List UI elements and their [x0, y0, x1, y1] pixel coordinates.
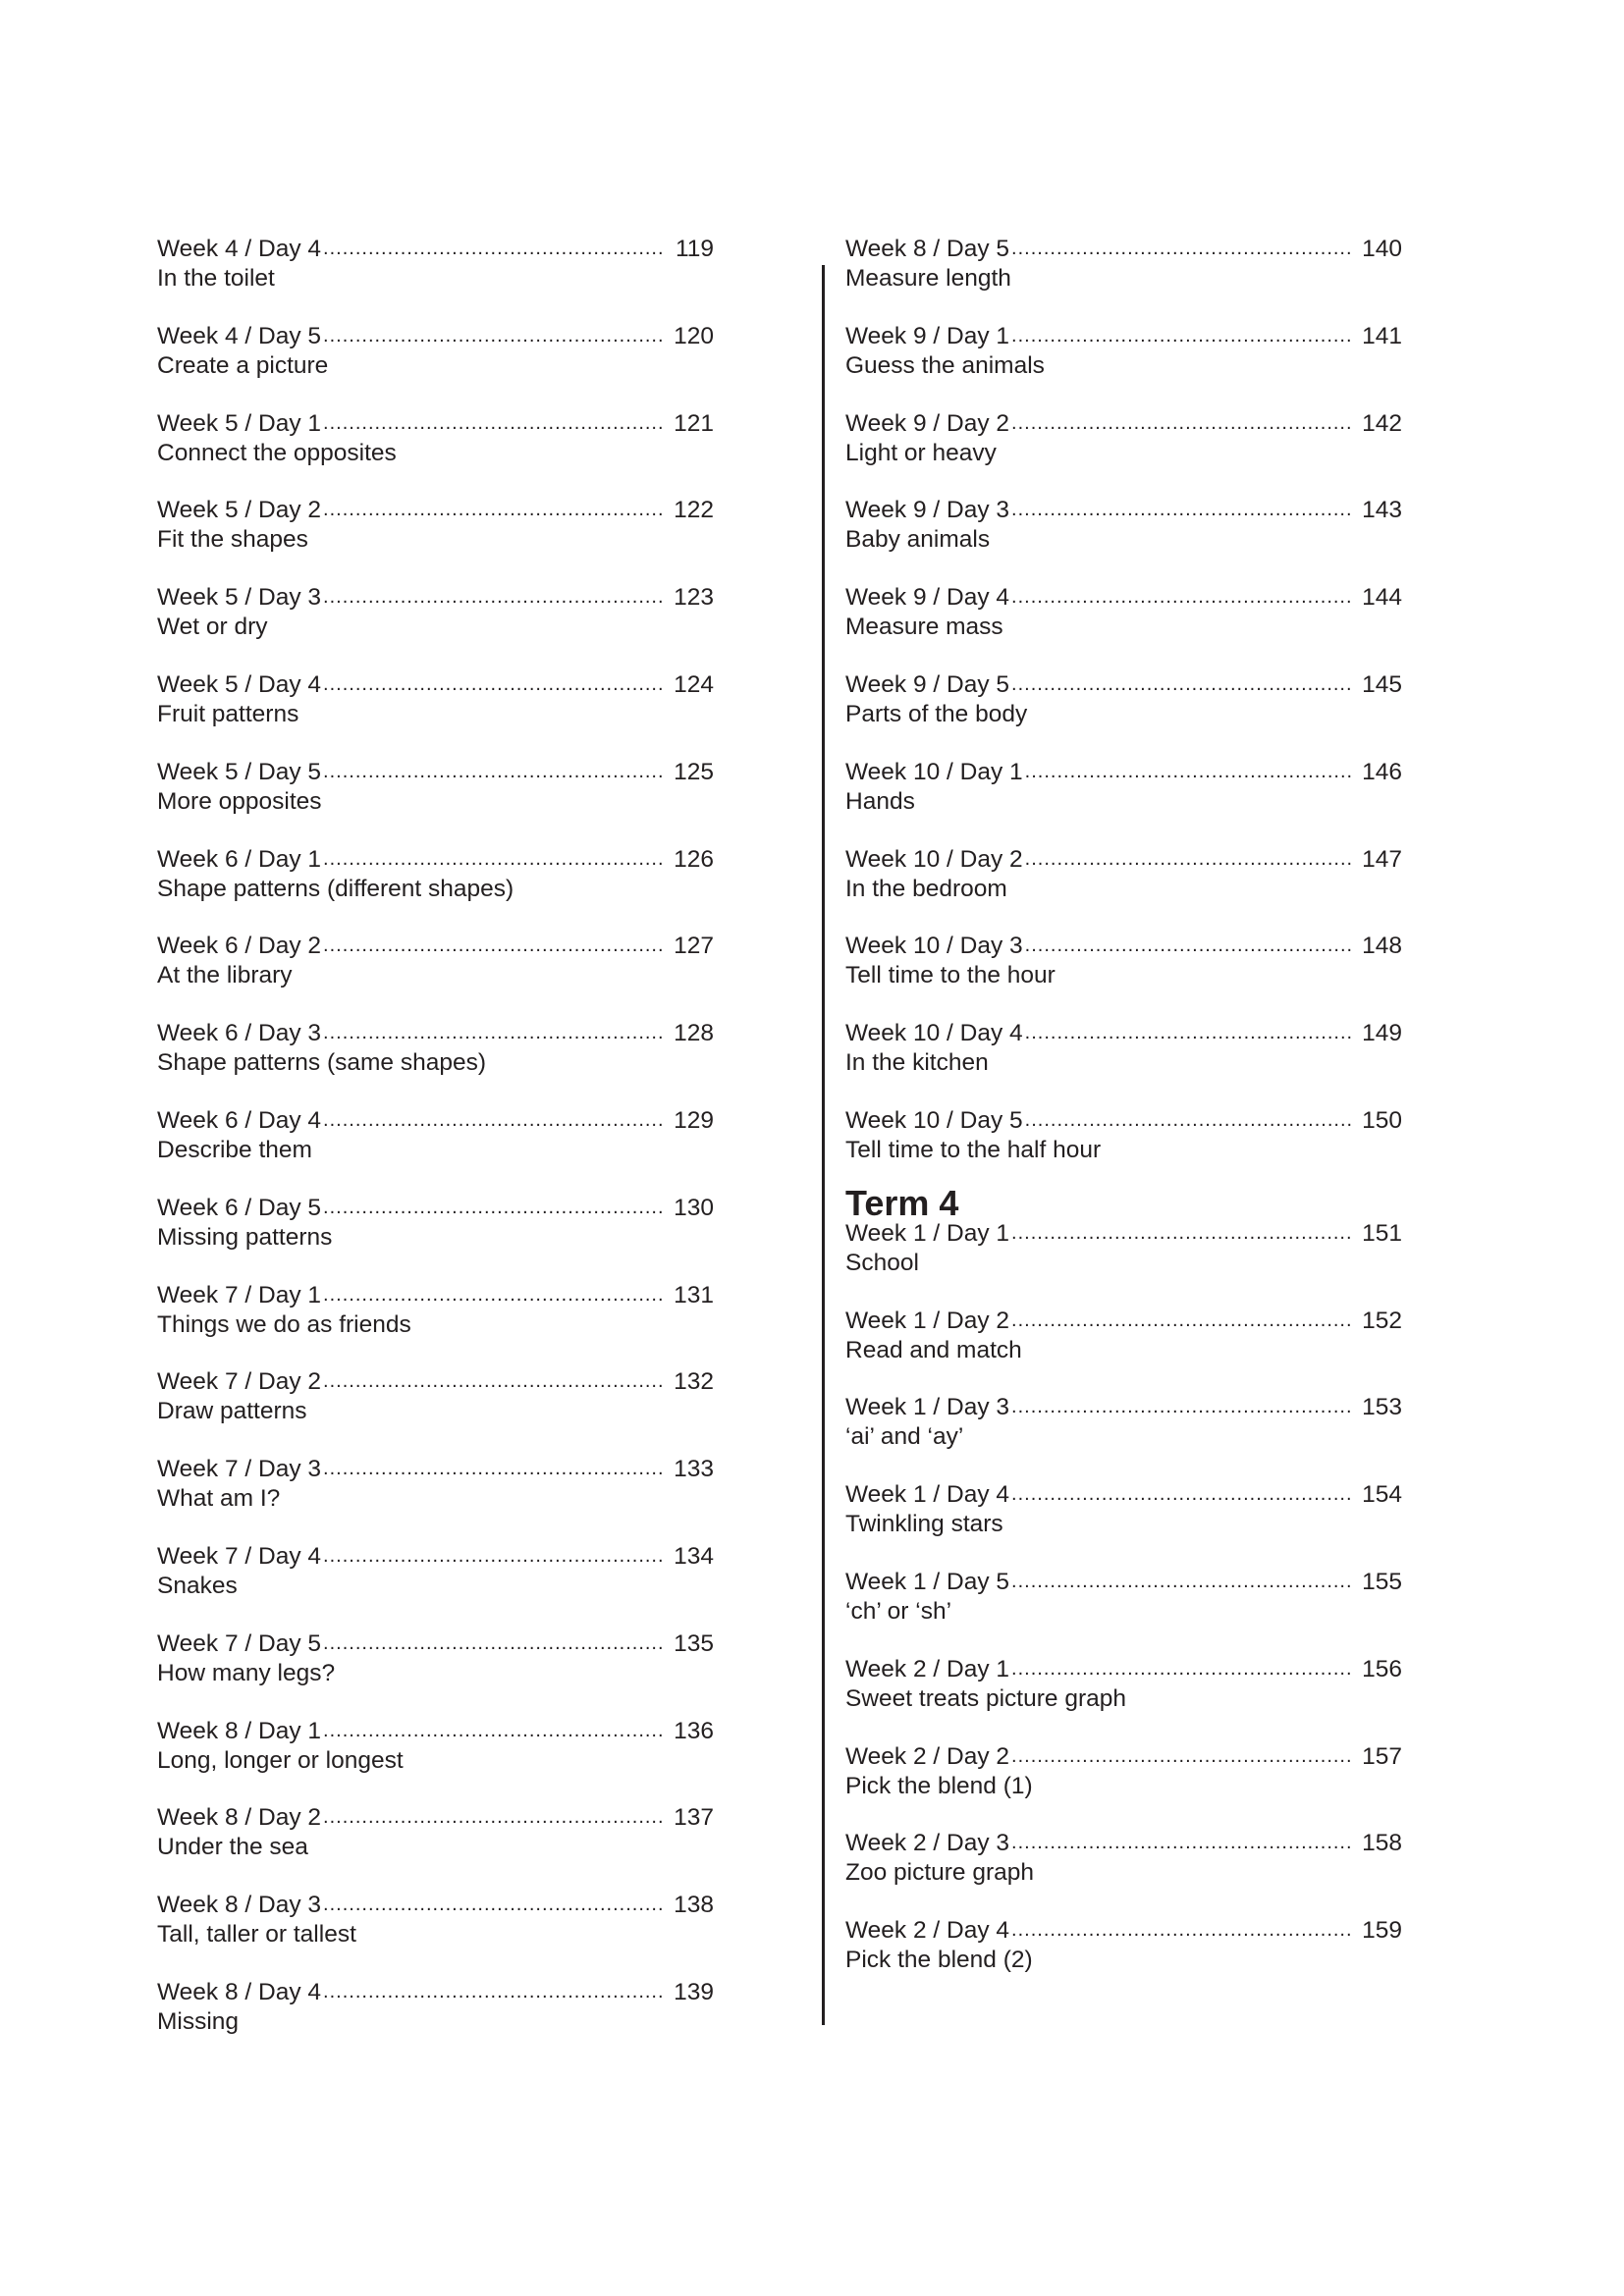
- toc-entry-line: [845, 844, 1402, 875]
- toc-page-number: 123: [674, 584, 714, 612]
- toc-entry-title: Pick the blend (2): [845, 1947, 1033, 1974]
- toc-entry-label: Week 6 / Day 3: [157, 1020, 322, 1047]
- toc-entry-line: [157, 1280, 714, 1310]
- toc-entry[interactable]: [845, 1306, 1402, 1393]
- toc-entry-title: Missing: [157, 2007, 240, 2035]
- toc-entry-line: [157, 844, 714, 875]
- toc-entry[interactable]: [845, 1654, 1402, 1741]
- toc-page-number: 138: [674, 1892, 714, 1919]
- toc-entry[interactable]: [157, 321, 714, 408]
- toc-entry-title: Measure length: [845, 265, 1011, 292]
- toc-page-number: 155: [1362, 1568, 1402, 1595]
- toc-entry[interactable]: [157, 234, 714, 321]
- toc-entry-label: Week 9 / Day 3: [845, 497, 1010, 524]
- toc-right-entries: [845, 234, 1402, 1193]
- toc-entry[interactable]: [845, 1567, 1402, 1654]
- toc-page-number: 126: [674, 845, 714, 873]
- toc-entry-title: How many legs?: [157, 1659, 336, 1686]
- dot-leader: [1025, 757, 1351, 787]
- dot-leader: [1011, 234, 1351, 264]
- toc-entry-label: Week 2 / Day 4: [845, 1917, 1010, 1945]
- toc-entry[interactable]: [157, 1629, 714, 1716]
- toc-entry-label: Week 7 / Day 4: [157, 1542, 322, 1570]
- toc-entry-line: [845, 1654, 1402, 1684]
- toc-entry-line: [845, 321, 1402, 351]
- toc-entry-label: Week 2 / Day 1: [845, 1655, 1010, 1682]
- toc-entry[interactable]: [157, 582, 714, 669]
- toc-entry-line: [157, 1716, 714, 1746]
- toc-entry-label: Week 1 / Day 5: [845, 1568, 1010, 1595]
- toc-entry[interactable]: [157, 757, 714, 844]
- toc-page-number: 154: [1362, 1481, 1402, 1509]
- toc-entry-line: [157, 1366, 714, 1397]
- toc-entry[interactable]: [845, 321, 1402, 408]
- toc-entry-title: Draw patterns: [157, 1398, 307, 1425]
- dot-leader: [323, 757, 663, 787]
- toc-entry-label: Week 10 / Day 5: [845, 1106, 1023, 1134]
- toc-page-number: 151: [1362, 1219, 1402, 1247]
- toc-entry-label: Week 4 / Day 5: [157, 322, 322, 349]
- toc-entry-line: [845, 408, 1402, 439]
- toc-page-number: 141: [1362, 322, 1402, 349]
- toc-entry[interactable]: [845, 1915, 1402, 2002]
- toc-entry-title: In the toilet: [157, 265, 275, 292]
- toc-entry[interactable]: [157, 495, 714, 582]
- toc-entry-title: Twinkling stars: [845, 1511, 1003, 1538]
- toc-entry[interactable]: [157, 1280, 714, 1367]
- toc-entry-title: Missing patterns: [157, 1223, 333, 1251]
- toc-page-number: 125: [674, 758, 714, 785]
- toc-entry-label: Week 10 / Day 3: [845, 933, 1023, 960]
- toc-page-number: 158: [1362, 1830, 1402, 1857]
- toc-entry-label: Week 1 / Day 1: [845, 1219, 1010, 1247]
- toc-entry[interactable]: [845, 1218, 1402, 1306]
- dot-leader: [1011, 669, 1351, 700]
- toc-page-number: 136: [674, 1717, 714, 1744]
- toc-entry-label: Week 8 / Day 2: [157, 1804, 322, 1832]
- toc-entry-line: [845, 1306, 1402, 1336]
- toc-entry-label: Week 6 / Day 5: [157, 1194, 322, 1221]
- toc-entry[interactable]: [157, 1366, 714, 1454]
- toc-entry-line: [845, 757, 1402, 787]
- toc-entry-label: Week 5 / Day 4: [157, 670, 322, 698]
- toc-entry-title: Sweet treats picture graph: [845, 1684, 1126, 1712]
- toc-entry-line: [845, 1741, 1402, 1772]
- toc-entry-line: [157, 1541, 714, 1572]
- dot-leader: [323, 669, 663, 700]
- toc-entry-title: Create a picture: [157, 351, 329, 379]
- toc-entry[interactable]: [157, 1018, 714, 1105]
- toc-entry-label: Week 9 / Day 5: [845, 670, 1010, 698]
- dot-leader: [323, 1018, 663, 1048]
- toc-entry-label: Week 2 / Day 2: [845, 1742, 1010, 1770]
- dot-leader: [323, 495, 663, 525]
- toc-entry-title: Tall, taller or tallest: [157, 1921, 356, 1949]
- toc-entry[interactable]: [845, 1105, 1402, 1193]
- toc-entry-title: ‘ai’ and ‘ay’: [845, 1423, 964, 1451]
- toc-entry-line: [157, 1105, 714, 1136]
- toc-page-number: 156: [1362, 1655, 1402, 1682]
- toc-entry[interactable]: [157, 1193, 714, 1280]
- toc-entry-label: Week 2 / Day 3: [845, 1830, 1010, 1857]
- dot-leader: [1011, 1306, 1351, 1336]
- dot-leader: [1011, 321, 1351, 351]
- dot-leader: [1011, 1567, 1351, 1597]
- toc-entry-line: [157, 1454, 714, 1484]
- toc-entry-line: [157, 1629, 714, 1659]
- toc-term-entries: [845, 1218, 1402, 2002]
- toc-entry-label: Week 10 / Day 2: [845, 845, 1023, 873]
- toc-entry-line: [157, 1018, 714, 1048]
- toc-page-number: 150: [1362, 1106, 1402, 1134]
- toc-entry[interactable]: [157, 844, 714, 932]
- toc-entry-title: Shape patterns (same shapes): [157, 1049, 487, 1077]
- toc-page-number: 149: [1362, 1020, 1402, 1047]
- toc-page-number: 129: [674, 1106, 714, 1134]
- toc-entry[interactable]: [157, 1977, 714, 2064]
- toc-page-number: 142: [1362, 409, 1402, 437]
- toc-entry[interactable]: [845, 1392, 1402, 1479]
- toc-entry-title: Hands: [845, 787, 915, 815]
- toc-entry[interactable]: [845, 669, 1402, 757]
- toc-entry-label: Week 6 / Day 2: [157, 933, 322, 960]
- toc-page-number: 147: [1362, 845, 1402, 873]
- toc-entry-label: Week 5 / Day 5: [157, 758, 322, 785]
- toc-entry-label: Week 7 / Day 1: [157, 1281, 322, 1308]
- toc-entry[interactable]: [157, 931, 714, 1018]
- toc-page-number: 132: [674, 1368, 714, 1396]
- toc-entry-title: Things we do as friends: [157, 1310, 411, 1338]
- toc-entry-line: [157, 582, 714, 613]
- toc-page-number: 134: [674, 1542, 714, 1570]
- toc-entry-label: Week 1 / Day 4: [845, 1481, 1010, 1509]
- toc-entry-title: Describe them: [157, 1136, 312, 1163]
- toc-page-number: 127: [674, 933, 714, 960]
- toc-entry-title: Guess the animals: [845, 351, 1045, 379]
- toc-entry-title: In the bedroom: [845, 875, 1007, 902]
- dot-leader: [1011, 1218, 1351, 1249]
- toc-entry-line: [845, 234, 1402, 264]
- toc-entry[interactable]: [157, 1454, 714, 1541]
- toc-entry-line: [845, 1567, 1402, 1597]
- dot-leader: [323, 1280, 663, 1310]
- dot-leader: [323, 844, 663, 875]
- toc-entry[interactable]: [845, 1828, 1402, 1915]
- toc-entry-line: [845, 495, 1402, 525]
- toc-entry-line: [845, 931, 1402, 961]
- toc-entry-line: [157, 757, 714, 787]
- toc-entry-label: Week 7 / Day 2: [157, 1368, 322, 1396]
- dot-leader: [323, 1193, 663, 1223]
- column-divider: [822, 265, 825, 2025]
- toc-entry-title: Snakes: [157, 1572, 238, 1599]
- toc-entry-line: [845, 1018, 1402, 1048]
- dot-leader: [1011, 408, 1351, 439]
- toc-entry[interactable]: [845, 1741, 1402, 1829]
- toc-entry[interactable]: [845, 931, 1402, 1018]
- dot-leader: [323, 408, 663, 439]
- toc-entry-line: [157, 408, 714, 439]
- toc-entry-line: [845, 1392, 1402, 1422]
- toc-entry[interactable]: [845, 844, 1402, 932]
- toc-entry-label: Week 4 / Day 4: [157, 236, 322, 262]
- toc-page-number: 130: [674, 1194, 714, 1221]
- dot-leader: [323, 1541, 663, 1572]
- dot-leader: [323, 1802, 663, 1833]
- toc-entry[interactable]: [157, 1541, 714, 1629]
- toc-entry-line: [157, 234, 714, 264]
- toc-entry-title: School: [845, 1249, 919, 1276]
- dot-leader: [1011, 1828, 1351, 1858]
- toc-page-number: 145: [1362, 670, 1402, 698]
- toc-page-number: 153: [1362, 1394, 1402, 1421]
- toc-entry-label: Week 6 / Day 1: [157, 845, 322, 873]
- toc-entry-title: Long, longer or longest: [157, 1746, 404, 1774]
- toc-entry-line: [157, 931, 714, 961]
- toc-entry-line: [157, 321, 714, 351]
- toc-entry-line: [845, 1479, 1402, 1510]
- toc-page-number: 124: [674, 670, 714, 698]
- toc-page-number: 135: [674, 1629, 714, 1657]
- dot-leader: [323, 1977, 663, 2007]
- toc-entry-label: Week 10 / Day 4: [845, 1020, 1023, 1047]
- toc-entry-title: In the kitchen: [845, 1049, 989, 1077]
- toc-entry-line: [157, 1802, 714, 1833]
- toc-entry-label: Week 9 / Day 4: [845, 584, 1010, 612]
- toc-entry-label: Week 7 / Day 3: [157, 1456, 322, 1483]
- toc-page-number: 148: [1362, 933, 1402, 960]
- toc-entry-title: Zoo picture graph: [845, 1859, 1035, 1887]
- toc-entry[interactable]: [157, 669, 714, 757]
- toc-page-number: 133: [674, 1456, 714, 1483]
- toc-entry-title: Shape patterns (different shapes): [157, 875, 514, 902]
- toc-page-number: 139: [674, 1978, 714, 2005]
- dot-leader: [323, 321, 663, 351]
- toc-entry-label: Week 1 / Day 3: [845, 1394, 1010, 1421]
- toc-entry-title: ‘ch’ or ‘sh’: [845, 1597, 952, 1625]
- toc-entry-label: Week 8 / Day 1: [157, 1717, 322, 1744]
- toc-entry-title: Measure mass: [845, 614, 1003, 641]
- toc-right-column: [845, 234, 1402, 2002]
- toc-entry[interactable]: [845, 582, 1402, 669]
- toc-entry-title: Fit the shapes: [157, 526, 308, 554]
- toc-entry-line: [845, 582, 1402, 613]
- toc-entry-line: [157, 1193, 714, 1223]
- toc-entry-line: [157, 1890, 714, 1920]
- toc-entry-label: Week 8 / Day 4: [157, 1978, 322, 2005]
- dot-leader: [1011, 1654, 1351, 1684]
- dot-leader: [1025, 931, 1351, 961]
- toc-entry-line: [157, 669, 714, 700]
- dot-leader: [1011, 1392, 1351, 1422]
- toc-entry-line: [845, 669, 1402, 700]
- toc-entry-title: Under the sea: [157, 1834, 308, 1861]
- toc-page-number: 146: [1362, 758, 1402, 785]
- toc-entry-title: Baby animals: [845, 526, 991, 554]
- toc-page-number: 137: [674, 1804, 714, 1832]
- toc-entry[interactable]: [845, 757, 1402, 844]
- toc-entry[interactable]: [845, 234, 1402, 321]
- toc-entry-title: Fruit patterns: [157, 700, 299, 727]
- toc-page-number: 131: [674, 1281, 714, 1308]
- toc-entry-label: Week 5 / Day 1: [157, 409, 322, 437]
- toc-page-number: 122: [674, 497, 714, 524]
- dot-leader: [1025, 1105, 1351, 1136]
- toc-entry-label: Week 5 / Day 2: [157, 497, 322, 524]
- term-heading: Term 4: [845, 1182, 959, 1223]
- toc-entry[interactable]: [157, 1716, 714, 1803]
- dot-leader: [323, 931, 663, 961]
- dot-leader: [1011, 1479, 1351, 1510]
- toc-entry-label: Week 8 / Day 5: [845, 236, 1010, 262]
- toc-entry-label: Week 5 / Day 3: [157, 584, 322, 612]
- toc-page-number: 143: [1362, 497, 1402, 524]
- toc-entry-title: At the library: [157, 962, 293, 989]
- toc-page-number: 121: [674, 409, 714, 437]
- toc-entry-label: Week 9 / Day 2: [845, 409, 1010, 437]
- toc-entry-title: Wet or dry: [157, 614, 268, 641]
- dot-leader: [1025, 1018, 1351, 1048]
- dot-leader: [323, 1890, 663, 1920]
- toc-entry[interactable]: [845, 408, 1402, 496]
- toc-entry-label: Week 10 / Day 1: [845, 758, 1023, 785]
- dot-leader: [1011, 1741, 1351, 1772]
- toc-page-number: 128: [674, 1020, 714, 1047]
- toc-page-number: 140: [1362, 236, 1402, 262]
- toc-entry-label: Week 6 / Day 4: [157, 1106, 322, 1134]
- toc-entry[interactable]: [845, 495, 1402, 582]
- dot-leader: [1011, 495, 1351, 525]
- dot-leader: [323, 582, 663, 613]
- toc-entry-title: Tell time to the hour: [845, 962, 1056, 989]
- toc-page-number: 152: [1362, 1307, 1402, 1334]
- toc-entry[interactable]: [157, 1105, 714, 1193]
- dot-leader: [323, 234, 663, 264]
- dot-leader: [1011, 1915, 1351, 1946]
- toc-entry[interactable]: [157, 1802, 714, 1890]
- toc-entry-title: More opposites: [157, 787, 322, 815]
- toc-entry-title: Read and match: [845, 1336, 1022, 1363]
- toc-page-number: 159: [1362, 1917, 1402, 1945]
- toc-entry-title: Pick the blend (1): [845, 1772, 1033, 1799]
- toc-entry-label: Week 9 / Day 1: [845, 322, 1010, 349]
- dot-leader: [323, 1366, 663, 1397]
- toc-entry[interactable]: [845, 1479, 1402, 1567]
- toc-page-number: 144: [1362, 584, 1402, 612]
- toc-entry-title: What am I?: [157, 1485, 281, 1513]
- dot-leader: [323, 1454, 663, 1484]
- dot-leader: [1011, 582, 1351, 613]
- dot-leader: [323, 1629, 663, 1659]
- toc-entry-title: Light or heavy: [845, 439, 997, 466]
- toc-page-number: 157: [1362, 1742, 1402, 1770]
- dot-leader: [323, 1105, 663, 1136]
- toc-entry-label: Week 1 / Day 2: [845, 1307, 1010, 1334]
- toc-entry-line: [157, 1977, 714, 2007]
- toc-page-number: 119: [675, 236, 714, 262]
- toc-entry[interactable]: [845, 1018, 1402, 1105]
- toc-entry-line: [845, 1105, 1402, 1136]
- dot-leader: [323, 1716, 663, 1746]
- toc-entry-line: [157, 495, 714, 525]
- toc-entry-label: Week 7 / Day 5: [157, 1629, 322, 1657]
- toc-entry-title: Connect the opposites: [157, 439, 397, 466]
- toc-entry[interactable]: [157, 1890, 714, 1977]
- toc-entry-line: [845, 1218, 1402, 1249]
- dot-leader: [1025, 844, 1351, 875]
- toc-entry-line: [845, 1828, 1402, 1858]
- toc-entry-line: [845, 1915, 1402, 1946]
- toc-entry-label: Week 8 / Day 3: [157, 1892, 322, 1919]
- toc-left-column: [157, 234, 714, 2064]
- toc-entry-title: Parts of the body: [845, 700, 1028, 727]
- toc-entry[interactable]: [157, 408, 714, 496]
- toc-page-number: 120: [674, 322, 714, 349]
- toc-entry-title: Tell time to the half hour: [845, 1136, 1102, 1163]
